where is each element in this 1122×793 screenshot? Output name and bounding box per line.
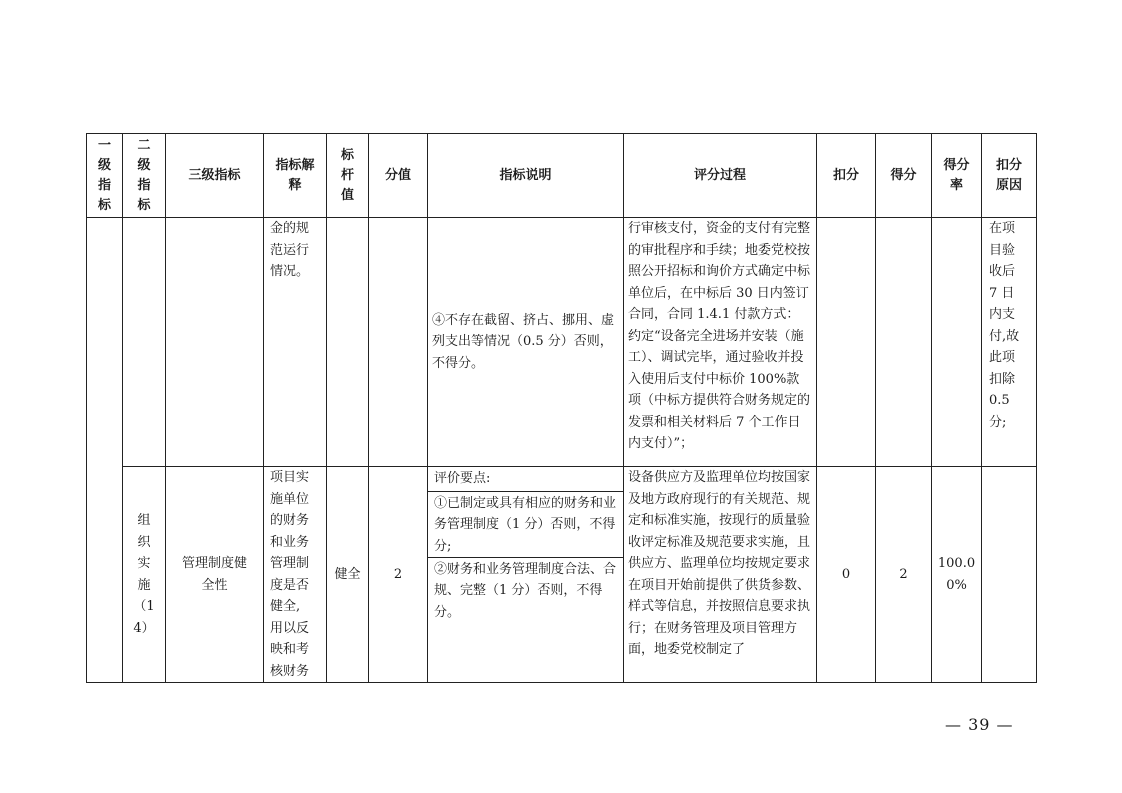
header-level3: 三级指标: [166, 134, 264, 218]
benchmark-cell: 健全: [327, 467, 369, 683]
table-row: [87, 218, 1037, 467]
level1-cell: [87, 218, 123, 683]
header-score: 得分: [876, 134, 932, 218]
header-row: [87, 134, 1037, 218]
process-cell: 行审核支付，资金的支付有完整的审批程序和手续；地委党校按照公开招标和询价方式确定中标单位后，在中标后 30 日内签订合同，合同 1.4.1 付款方式：约定“设备完全进场并安装（施工）、调试完毕，通过验收并投入使用后支付中标价 100%款项（中标方提供符合财务规定的发票和相关材料后 7 个工作日内支付）”；: [624, 218, 817, 467]
reason-cell: 在项 目验 收后 7 日 内支 付,故 此项 扣除 0.5 分;: [982, 218, 1037, 467]
process-cell: 设备供应方及监理单位均按国家及地方政府现行的有关规范、规定和标准实施，按现行的质量验收评定标准及规范要求实施，且供应方、监理单位均按规定要求在项目开始前提供了供货参数、样式等信息，并按照信息要求执行；在财务管理及项目管理方面，地委党校制定了: [624, 467, 817, 683]
explain-cell: 项目实 施单位 的财务 和业务 管理制 度是否 健全, 用以反 映和考 核财务: [264, 467, 327, 683]
level2-cell: 组 织 实 施 （1 4）: [123, 467, 166, 683]
deduction-cell: [817, 218, 876, 467]
header-process: 评分过程: [624, 134, 817, 218]
header-explain: 指标解 释: [264, 134, 327, 218]
description-cell: ④不存在截留、挤占、挪用、虚列支出等情况（0.5 分）否则，不得分。: [428, 218, 624, 467]
rate-cell: [932, 218, 982, 467]
header-benchmark: 标 杆 值: [327, 134, 369, 218]
header-description: 指标说明: [428, 134, 624, 218]
header-level2: 二 级 指 标: [123, 134, 166, 218]
reason-cell: [982, 467, 1037, 683]
header-level1: 一 级 指 标: [87, 134, 123, 218]
description-cell: [428, 467, 624, 683]
description-point-2: ②财务和业务管理制度合法、合规、完整（1 分）否则，不得分。: [434, 561, 617, 620]
header-deduction: 扣分: [817, 134, 876, 218]
rate-cell: 100.0 0%: [932, 467, 982, 683]
level3-cell: [166, 218, 264, 467]
header-score-value: 分值: [369, 134, 428, 218]
explain-cell: 金的规 范运行 情况。: [264, 218, 327, 467]
score-cell: [876, 218, 932, 467]
description-header: 评价要点:: [428, 467, 623, 492]
deduction-cell: 0: [817, 467, 876, 683]
level2-cell: [123, 218, 166, 467]
page-number: — 39 —: [945, 715, 1014, 734]
description-point-1: ①已制定或具有相应的财务和业务管理制度（1 分）否则，不得分;: [428, 492, 623, 558]
level3-cell: 管理制度健 全性: [166, 467, 264, 683]
evaluation-table: [86, 133, 1037, 683]
header-rate: 得分 率: [932, 134, 982, 218]
score-cell: 2: [876, 467, 932, 683]
table-row: [87, 467, 1037, 683]
score-value-cell: 2: [369, 467, 428, 683]
header-reason: 扣分 原因: [982, 134, 1037, 218]
score-value-cell: [369, 218, 428, 467]
benchmark-cell: [327, 218, 369, 467]
